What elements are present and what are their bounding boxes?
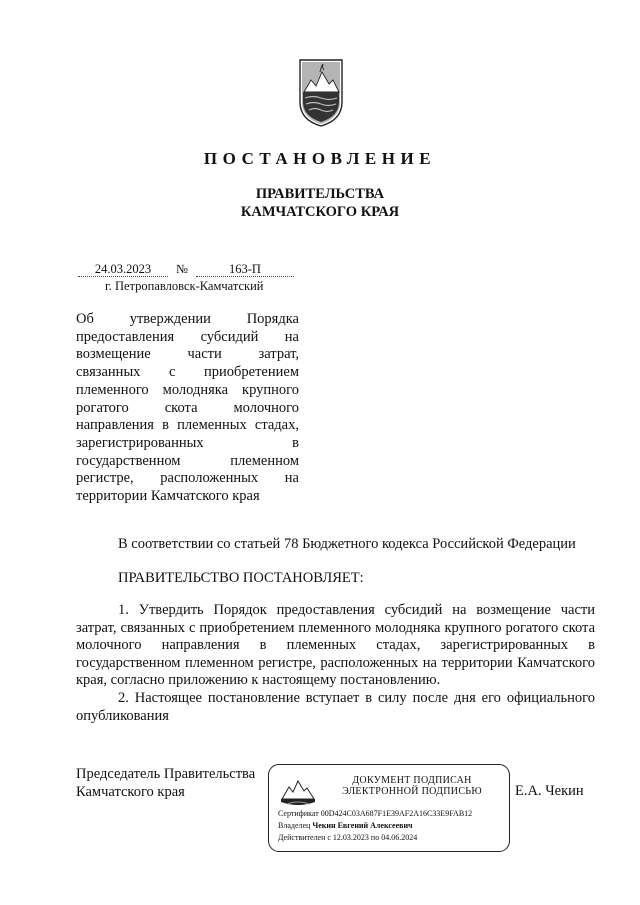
stamp-header-line-2: ЭЛЕКТРОННОЙ ПОДПИСЬЮ (342, 786, 482, 797)
stamp-header-line-1: ДОКУМЕНТ ПОДПИСАН (352, 775, 472, 786)
valid-to: 04.06.2024 (381, 833, 418, 842)
valid-label: Действителен с (278, 833, 331, 842)
stamp-header (327, 775, 497, 797)
subject-line: регистре, расположенных на (76, 470, 299, 487)
subject-line: связанных с приобретением (76, 364, 299, 381)
kamchatka-emblem-icon (279, 773, 317, 809)
signatory-position (76, 765, 255, 801)
clause-1: 1. Утвердить Порядок предоставления субсидий на возмещение части затрат, связанных с приобретением племенного молодняка крупного рогатого скота молочного направления в племенных стадах, зарегистрированных в государственном племенном регистре, расположенных на территории Камчатского края, согласно приложению к настоящему постановлению. (76, 602, 595, 688)
owner-label: Владелец (278, 821, 311, 830)
electronic-signature-stamp (268, 764, 510, 852)
valid-to-label: по (370, 833, 380, 842)
valid-from: 12.03.2023 (332, 833, 369, 842)
subject-line: рогатого скота молочного (76, 399, 299, 416)
position-line-2: Камчатского края (76, 784, 185, 800)
document-date: 24.03.2023 (78, 262, 168, 277)
certificate-value: 00D424C03A687F1E39AF2A16C33E9FAB12 (320, 809, 473, 818)
signatory-name: Е.А. Чекин (515, 783, 584, 799)
resolve-heading: ПРАВИТЕЛЬСТВО ПОСТАНОВЛЯЕТ: (118, 570, 364, 586)
subject-line: государственном племенном (76, 452, 299, 469)
clause-2: 2. Настоящее постановление вступает в силу после дня его официального опубликования (76, 690, 595, 724)
legal-basis: В соответствии со статьей 78 Бюджетного кодекса Российской Федерации (118, 536, 576, 552)
certificate-label: Сертификат (278, 809, 319, 818)
authority-line-2: КАМЧАТСКОГО КРАЯ (240, 204, 400, 220)
validity-line (278, 833, 417, 842)
document-title: ПОСТАНОВЛЕНИЕ (203, 149, 437, 168)
issuing-authority (0, 185, 640, 221)
subject-line-last: территории Камчатского края (76, 488, 260, 505)
subject-line: возмещение части затрат, (76, 346, 299, 363)
owner-value: Чекин Евгений Алексеевич (312, 821, 413, 830)
position-line-1: Председатель Правительства (76, 766, 256, 782)
subject-line: направления в племенных стадах, (76, 417, 299, 434)
document-number: 163-П (196, 262, 294, 277)
authority-line-1: ПРАВИТЕЛЬСТВА (255, 186, 385, 202)
owner-line (278, 821, 413, 830)
subject-line: Об утверждении Порядка (76, 311, 299, 327)
document-subject (76, 311, 299, 506)
certificate-line (278, 809, 472, 818)
subject-line: предоставления субсидий на (76, 328, 299, 345)
place-of-issue: г. Петропавловск-Камчатский (105, 279, 264, 293)
date-number-line (78, 262, 294, 278)
kamchatka-coat-of-arms-icon (298, 58, 344, 128)
number-sign: № (176, 262, 188, 276)
subject-line: зарегистрированных в (76, 434, 299, 451)
subject-line: племенного молодняка крупного (76, 381, 299, 398)
